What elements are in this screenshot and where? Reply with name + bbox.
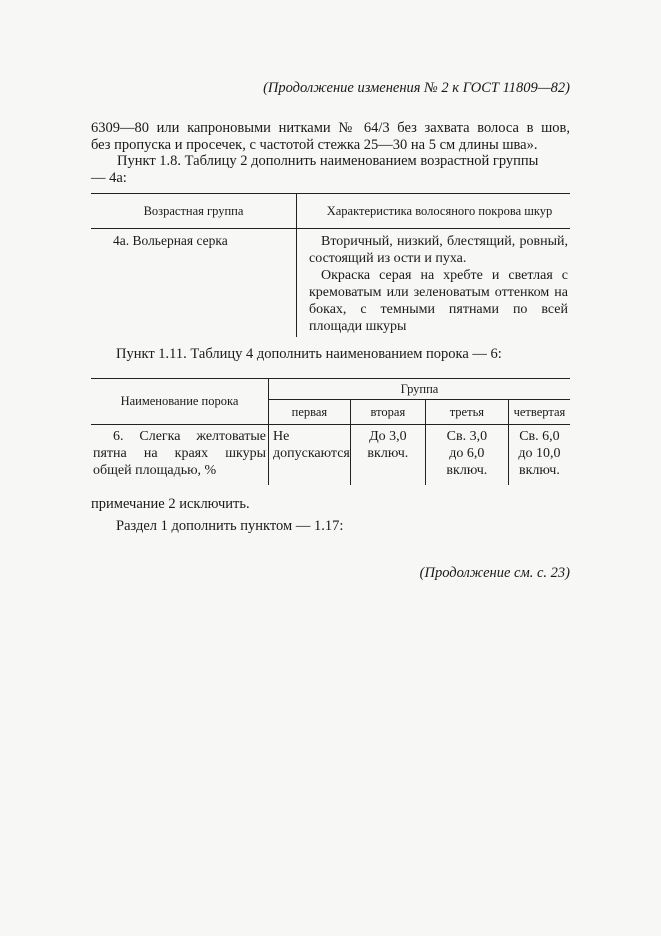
group-header: Группа — [269, 379, 571, 400]
column-header: первая — [269, 400, 351, 425]
defect-name: 6. Слегка желтоватые пятна на краях шкуры общей площадью, % — [93, 429, 266, 478]
cell-line: до 10,0 — [518, 446, 561, 461]
page-footer: (Продолжение см. с. 23) — [419, 565, 570, 581]
description-paragraph: Окраска серая на хребте и светлая с кремоватым или зеленоватым оттенком на боках, с темными пятнами по всей площади шкуры — [309, 268, 568, 334]
column-header: четвертая — [508, 400, 570, 425]
paragraph-line: 6309—80 или капроновыми нитками № 64/3 без захвата волоса в шов, — [91, 120, 570, 136]
group-1-cell: Не допускаются — [269, 425, 351, 486]
table-row — [91, 229, 570, 338]
table-defects — [91, 378, 570, 485]
description-paragraph: Вторичный, низкий, блестящий, ровный, состоящий из ости и пуха. — [309, 234, 568, 266]
table-age-group — [91, 193, 570, 337]
group-2-cell — [350, 425, 425, 486]
table-header-row — [91, 379, 570, 400]
cell-line: включ. — [518, 463, 560, 478]
column-header: Характеристика волосяного покрова шкур — [297, 194, 571, 229]
cell-line: До 3,0 — [369, 429, 407, 444]
paragraph-section-addition: Раздел 1 дополнить пунктом — 1.17: — [116, 518, 344, 534]
cell-line: Св. 3,0 — [446, 429, 488, 444]
paragraph-item-1-8 — [91, 153, 570, 187]
paragraph-continuation — [91, 120, 570, 154]
table-row — [91, 425, 570, 486]
description-cell — [297, 229, 571, 338]
table-header-row — [91, 194, 570, 229]
column-header: вторая — [350, 400, 425, 425]
paragraph-line: Пункт 1.8. Таблицу 2 дополнить наименованием возрастной группы — [117, 153, 539, 169]
paragraph-line: без пропуска и просечек, с частотой стежка 25—30 на 5 см длины шва». — [91, 137, 538, 153]
defect-name-cell — [91, 425, 269, 486]
group-4-cell — [508, 425, 570, 486]
paragraph-note-removal: примечание 2 исключить. — [91, 496, 250, 512]
cell-line: включ. — [367, 446, 409, 461]
column-header: Наименование порока — [91, 379, 269, 425]
age-group-cell: 4а. Вольерная серка — [91, 229, 297, 338]
column-header: Возрастная группа — [91, 194, 297, 229]
cell-line: Св. 6,0 — [519, 429, 560, 444]
paragraph-line: — 4а: — [91, 170, 127, 186]
group-3-cell — [425, 425, 508, 486]
cell-line: включ. — [446, 463, 488, 478]
column-header: третья — [425, 400, 508, 425]
cell-line: до 6,0 — [449, 446, 485, 461]
page-header: (Продолжение изменения № 2 к ГОСТ 11809—82) — [263, 80, 570, 96]
paragraph-item-1-11: Пункт 1.11. Таблицу 4 дополнить наименованием порока — 6: — [116, 346, 502, 362]
